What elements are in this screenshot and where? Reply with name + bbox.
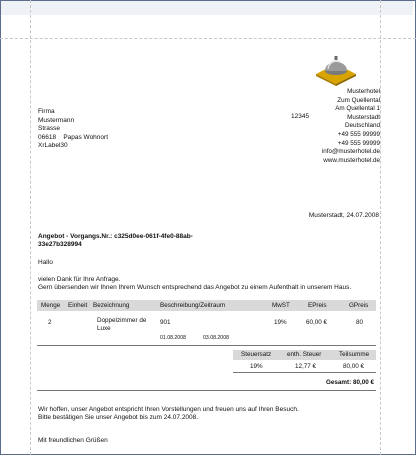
col-mwst: MwST [272,302,290,309]
ruler-bar [1,1,413,15]
hotel-bell-icon [312,50,360,86]
tax-subtotal: 80,00 € [343,363,365,370]
hotel-email: info@musterhotel.de [321,148,380,156]
row-mwst: 19% [274,319,287,326]
table-divider [37,345,376,346]
recipient-company: Firma [38,108,55,115]
intro-line-2: Gern übersenden wir Ihnen Ihrem Wunsch entsprechend das Angebot zu einem Aufenthalt in unserem Haus. [38,284,352,291]
closing-line-2: Bitte bestätigen Sie unser Angebot bis zum 24.07.2008. [38,414,199,421]
hotel-phone: +49 555 99999 [337,130,380,138]
hotel-fax: +49 555 99999 [337,139,380,147]
margin-guide-top [0,38,416,39]
intro-line-1: vielen Dank für Ihre Anfrage. [38,276,121,283]
row-beschreibung: 901 [160,319,171,326]
hotel-country: Deutschland [344,122,380,130]
row-epreis: 60,00 € [306,319,328,326]
hotel-address [322,88,380,165]
tax-rate: 19% [250,363,263,370]
col-epreis: EPreis [308,302,327,309]
recipient-street: Strasse [38,125,61,133]
col-menge: Menge [41,302,61,309]
row-date-from: 01.08.2008 [160,335,186,341]
recipient-address [38,108,108,151]
closing-line-1: Wir hoffen, unser Angebot entspricht Ihren Vorstellungen und freuen uns auf Ihren Besuch. [38,406,299,413]
subject-line-1: Angebot - Vorgangs.Nr.: c325d0ee-061f-4fe0-88ab- [38,233,193,240]
recipient-city: Papas Wohnort [63,133,108,141]
row-menge: 2 [48,319,52,326]
tax-amount: 12,77 € [295,363,317,370]
tax-divider [233,372,376,373]
col-beschreibung: Beschreibung/Zeitraum [160,302,226,309]
hotel-zip: 12345 [291,113,310,120]
total-amount: Gesamt: 80,00 € [326,379,374,386]
row-bezeichnung-2: Luxe [97,325,111,332]
recipient-extra: XrLabel30 [38,142,68,150]
col-bezeichnung: Bezeichnung [93,302,130,309]
row-date-to: 03.08.2008 [203,335,229,341]
closing-regards: Mit freundlichen Grüßen [38,437,108,444]
total-divider [37,390,376,391]
recipient-zip: 06618 [38,133,57,141]
greeting: Hallo [38,259,53,266]
hotel-line: Zum Quellental [337,96,380,104]
row-gpreis: 80 [356,319,364,326]
date-line: Musterstadt, 24.07.2008 [308,212,379,219]
recipient-name: Mustermann [38,116,75,124]
col-einheit: Einheit [68,302,88,309]
hotel-street: Am Quellental 1 [335,105,380,113]
tax-col-subtotal: Teilsumme [339,351,370,358]
margin-guide-right [380,0,381,455]
hotel-name: Musterhotel [347,88,380,95]
subject-line-2: 33e27b328994 [38,241,82,248]
col-gpreis: GPreis [349,302,369,309]
margin-guide-left [30,0,31,455]
tax-col-rate: Steuersatz [241,351,272,358]
hotel-city: Musterstadt [347,113,380,121]
tax-col-amount: enth. Steuer [287,351,322,358]
row-bezeichnung-1: Doppelzimmer de [97,317,147,324]
hotel-website: www.musterhotel.de [323,156,380,164]
